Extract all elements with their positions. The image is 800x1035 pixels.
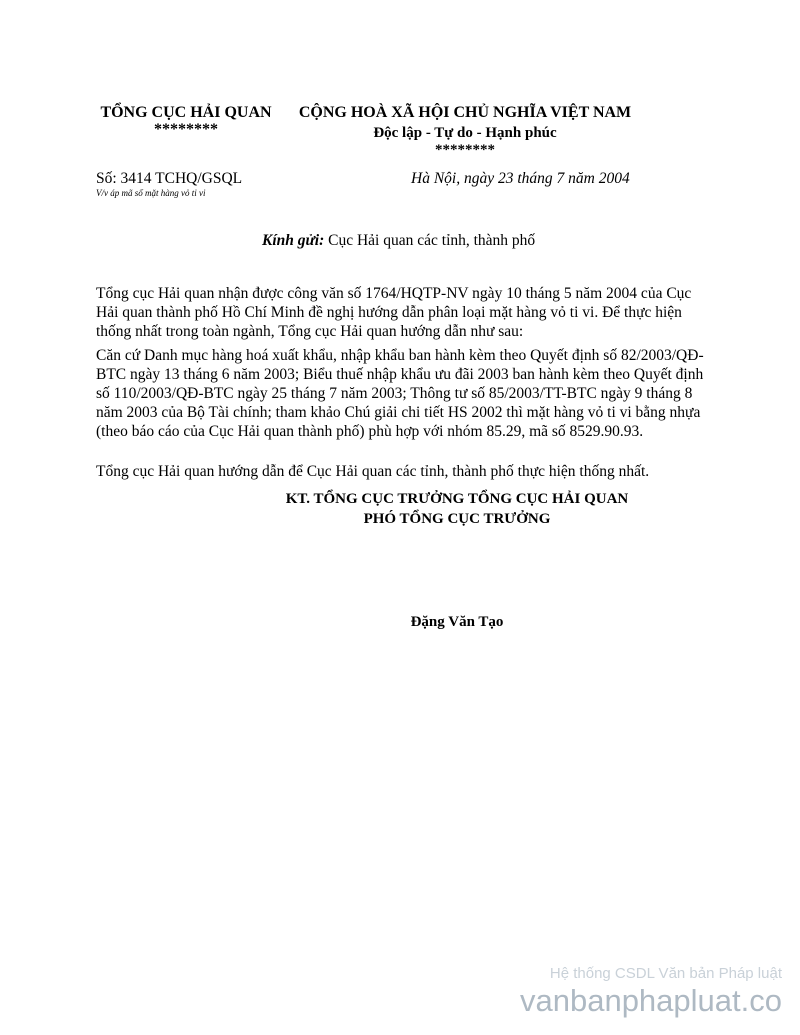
signature-position: PHÓ TỔNG CỤC TRƯỞNG — [363, 511, 551, 527]
signature-title-block — [285, 489, 629, 529]
issuing-agency-block — [96, 103, 276, 137]
document-subject: V/v áp mã số mặt hàng vỏ ti vi — [96, 188, 206, 198]
recipient-value: Cục Hải quan các tỉnh, thành phố — [324, 232, 536, 249]
country-name: CỘNG HOÀ XÃ HỘI CHỦ NGHĨA VIỆT NAM — [298, 104, 632, 121]
signer-name: Đặng Văn Tạo — [410, 614, 504, 630]
body-paragraph-1: Tổng cục Hải quan nhận được công văn số 1764/HQTP-NV ngày 10 tháng 5 năm 2004 của Cục Hải quan thành phố Hồ Chí Minh đề nghị hướng dẫn phân loại mặt hàng vỏ ti vi. Để thực hiện thống nhất trong toàn ngành, Tổng cục Hải quan hướng dẫn như sau: — [96, 285, 692, 340]
watermark-url: vanbanphapluat.co — [519, 983, 782, 1018]
body-paragraph-2: Căn cứ Danh mục hàng hoá xuất khẩu, nhập khẩu ban hành kèm theo Quyết định số 82/2003/QĐ-BTC ngày 13 tháng 6 năm 2003; Biểu thuế nhập khẩu ưu đãi 2003 ban hành kèm theo Quyết định số 110/2003/QĐ-BTC ngày 25 tháng 7 năm 2003; Thông tư số 85/2003/TT-BTC ngày 9 tháng 8 năm 2003 của Bộ Tài chính; tham khảo Chú giải chi tiết HS 2002 thì mặt hàng vỏ ti vi bằng nhựa (theo báo cáo của Cục Hải quan thành phố) phù hợp với nhóm 85.29, mã số 8529.90.93. — [96, 347, 704, 440]
watermark-caption: Hệ thống CSDL Văn bản Pháp luật — [549, 965, 782, 982]
agency-separator: ******** — [154, 121, 218, 138]
issuing-agency: TỔNG CỤC HẢI QUAN — [100, 104, 272, 121]
recipient-label: Kính gửi: — [262, 232, 325, 249]
site-watermark — [520, 965, 782, 1019]
signature-title: KT. TỔNG CỤC TRƯỞNG TỔNG CỤC HẢI QUAN — [285, 491, 629, 507]
recipient-line — [262, 232, 535, 250]
national-header-block — [292, 103, 638, 157]
document-number: Số: 3414 TCHQ/GSQL — [96, 170, 243, 187]
motto-separator: ******** — [435, 142, 495, 158]
document-date: Hà Nội, ngày 23 tháng 7 năm 2004 — [411, 170, 630, 187]
body-paragraph-3: Tổng cục Hải quan hướng dẫn để Cục Hải quan các tỉnh, thành phố thực hiện thống nhất. — [96, 463, 650, 480]
national-motto: Độc lập - Tự do - Hạnh phúc — [373, 125, 557, 141]
